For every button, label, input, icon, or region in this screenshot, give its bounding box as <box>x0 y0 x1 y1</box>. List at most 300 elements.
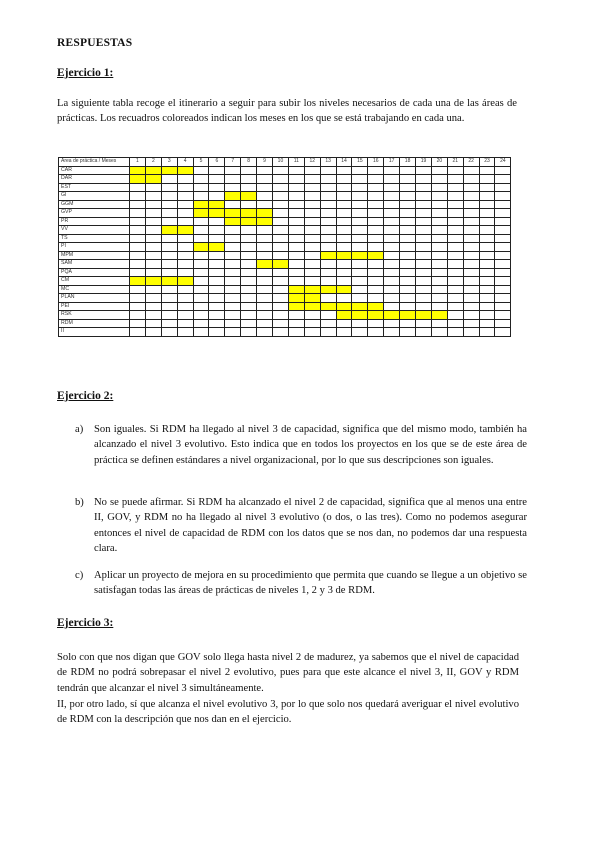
month-cell <box>193 302 209 311</box>
active-month-cell <box>416 311 432 320</box>
month-cell <box>320 268 336 277</box>
active-month-cell <box>209 200 225 209</box>
month-cell <box>495 268 511 277</box>
answer-text: No se puede afirmar. Si RDM ha alcanzado el nivel 2 de capacidad, significa que al menos una entre II, GOV, y RDM no ha llegado al nivel 3 evolutivo (o dos, o las tres). Como no podemos asegurar entonces el nivel de capacidad de RDM con los datos que se nos dan, no podemos dar una respuesta clara. <box>94 497 527 555</box>
month-cell <box>400 328 416 337</box>
practice-area-name: PR <box>59 217 130 226</box>
month-header: 22 <box>463 158 479 167</box>
month-cell <box>336 166 352 175</box>
month-cell <box>304 251 320 260</box>
active-month-cell <box>241 217 257 226</box>
month-cell <box>479 319 495 328</box>
month-cell <box>447 166 463 175</box>
month-cell <box>130 251 146 260</box>
month-cell <box>336 260 352 269</box>
month-cell <box>352 243 368 252</box>
month-cell <box>288 319 304 328</box>
month-header: 2 <box>145 158 161 167</box>
practice-area-name: PLAN <box>59 294 130 303</box>
month-cell <box>400 183 416 192</box>
month-cell <box>384 183 400 192</box>
answer-text: Aplicar un proyecto de mejora en su procedimiento que permita que cuando se llegue a un objetivo se satisfagan todas las áreas de prácticas de niveles 1, 2 y 3 de RDM. <box>94 570 527 597</box>
month-cell <box>161 251 177 260</box>
month-cell <box>225 166 241 175</box>
active-month-cell <box>130 166 146 175</box>
active-month-cell <box>177 277 193 286</box>
month-cell <box>209 294 225 303</box>
month-cell <box>431 285 447 294</box>
month-cell <box>320 226 336 235</box>
month-cell <box>177 217 193 226</box>
exercise-3-heading: Ejercicio 3: <box>57 617 114 629</box>
month-cell <box>145 209 161 218</box>
month-cell <box>384 166 400 175</box>
month-cell <box>320 175 336 184</box>
month-cell <box>400 285 416 294</box>
month-cell <box>257 319 273 328</box>
month-header: 9 <box>257 158 273 167</box>
month-cell <box>368 234 384 243</box>
month-cell <box>431 277 447 286</box>
month-cell <box>193 268 209 277</box>
month-cell <box>225 268 241 277</box>
active-month-cell <box>288 294 304 303</box>
month-cell <box>431 209 447 218</box>
active-month-cell <box>336 285 352 294</box>
month-header: 11 <box>288 158 304 167</box>
table-row <box>59 166 511 175</box>
month-cell <box>193 319 209 328</box>
month-cell <box>495 200 511 209</box>
table-row <box>59 209 511 218</box>
month-cell <box>431 166 447 175</box>
month-cell <box>320 192 336 201</box>
month-cell <box>288 243 304 252</box>
month-cell <box>463 183 479 192</box>
exercise-1-heading: Ejercicio 1: <box>57 67 114 79</box>
month-cell <box>431 192 447 201</box>
month-cell <box>288 209 304 218</box>
month-cell <box>241 251 257 260</box>
active-month-cell <box>257 209 273 218</box>
month-cell <box>241 243 257 252</box>
month-header: 10 <box>273 158 289 167</box>
practice-area-name: MPM <box>59 251 130 260</box>
month-cell <box>447 268 463 277</box>
month-cell <box>495 251 511 260</box>
month-cell <box>495 192 511 201</box>
month-cell <box>400 251 416 260</box>
month-cell <box>177 251 193 260</box>
month-cell <box>257 183 273 192</box>
month-cell <box>416 285 432 294</box>
practice-area-name: DAR <box>59 175 130 184</box>
month-cell <box>384 285 400 294</box>
month-cell <box>209 328 225 337</box>
month-cell <box>257 285 273 294</box>
month-cell <box>161 268 177 277</box>
month-cell <box>257 277 273 286</box>
month-cell <box>368 328 384 337</box>
month-cell <box>368 175 384 184</box>
month-cell <box>320 328 336 337</box>
active-month-cell <box>400 311 416 320</box>
month-cell <box>368 166 384 175</box>
month-cell <box>352 260 368 269</box>
month-cell <box>193 166 209 175</box>
month-cell <box>352 268 368 277</box>
month-cell <box>193 328 209 337</box>
month-cell <box>241 260 257 269</box>
month-cell <box>352 226 368 235</box>
month-cell <box>416 302 432 311</box>
month-cell <box>177 192 193 201</box>
month-cell <box>257 192 273 201</box>
month-cell <box>288 311 304 320</box>
month-cell <box>336 209 352 218</box>
practice-area-name: EST <box>59 183 130 192</box>
answer-label: b) <box>75 497 84 508</box>
month-cell <box>161 209 177 218</box>
month-cell <box>225 294 241 303</box>
itinerary-table <box>58 157 511 337</box>
month-cell <box>368 183 384 192</box>
month-cell <box>368 285 384 294</box>
month-cell <box>479 294 495 303</box>
active-month-cell <box>304 302 320 311</box>
month-header: 18 <box>400 158 416 167</box>
table-row <box>59 251 511 260</box>
month-cell <box>431 328 447 337</box>
month-cell <box>495 226 511 235</box>
answer-label: a) <box>75 424 84 435</box>
month-cell <box>431 183 447 192</box>
month-cell <box>288 260 304 269</box>
month-cell <box>130 183 146 192</box>
month-cell <box>431 175 447 184</box>
month-cell <box>145 302 161 311</box>
month-cell <box>336 268 352 277</box>
month-cell <box>257 200 273 209</box>
month-cell <box>416 200 432 209</box>
month-cell <box>225 183 241 192</box>
month-cell <box>145 285 161 294</box>
month-cell <box>400 302 416 311</box>
month-cell <box>320 260 336 269</box>
month-cell <box>241 183 257 192</box>
month-cell <box>352 294 368 303</box>
month-cell <box>320 294 336 303</box>
month-cell <box>161 200 177 209</box>
month-cell <box>368 268 384 277</box>
month-cell <box>368 217 384 226</box>
active-month-cell <box>145 175 161 184</box>
month-cell <box>288 200 304 209</box>
page-title: RESPUESTAS <box>57 37 133 49</box>
active-month-cell <box>368 251 384 260</box>
active-month-cell <box>257 217 273 226</box>
month-cell <box>273 328 289 337</box>
month-cell <box>177 328 193 337</box>
month-cell <box>130 328 146 337</box>
month-cell <box>384 268 400 277</box>
month-cell <box>400 192 416 201</box>
month-cell <box>463 294 479 303</box>
month-cell <box>225 311 241 320</box>
month-cell <box>368 277 384 286</box>
month-cell <box>273 268 289 277</box>
active-month-cell <box>304 285 320 294</box>
month-cell <box>320 234 336 243</box>
month-cell <box>431 243 447 252</box>
month-cell <box>209 183 225 192</box>
month-cell <box>241 328 257 337</box>
month-cell <box>161 234 177 243</box>
month-cell <box>336 277 352 286</box>
month-cell <box>400 277 416 286</box>
month-header: 21 <box>447 158 463 167</box>
answer-item-c <box>57 568 527 599</box>
active-month-cell <box>225 192 241 201</box>
month-cell <box>463 175 479 184</box>
month-cell <box>161 311 177 320</box>
month-cell <box>273 166 289 175</box>
month-cell <box>161 192 177 201</box>
month-cell <box>320 319 336 328</box>
month-cell <box>336 175 352 184</box>
month-cell <box>479 311 495 320</box>
month-cell <box>288 192 304 201</box>
month-cell <box>416 294 432 303</box>
answer-item-b <box>57 495 527 557</box>
month-cell <box>304 234 320 243</box>
month-cell <box>352 217 368 226</box>
month-cell <box>479 209 495 218</box>
month-cell <box>273 175 289 184</box>
month-cell <box>288 251 304 260</box>
table-header-row <box>59 158 511 167</box>
month-cell <box>320 183 336 192</box>
month-cell <box>320 217 336 226</box>
month-cell <box>447 251 463 260</box>
month-cell <box>130 200 146 209</box>
month-header: 16 <box>368 158 384 167</box>
month-cell <box>479 251 495 260</box>
month-cell <box>209 311 225 320</box>
month-cell <box>463 226 479 235</box>
month-cell <box>479 234 495 243</box>
month-cell <box>209 192 225 201</box>
practice-area-name: RDM <box>59 319 130 328</box>
month-cell <box>447 285 463 294</box>
month-cell <box>177 319 193 328</box>
month-cell <box>177 268 193 277</box>
month-cell <box>463 311 479 320</box>
month-cell <box>400 226 416 235</box>
month-cell <box>257 243 273 252</box>
practice-area-name: PEI <box>59 302 130 311</box>
month-cell <box>463 277 479 286</box>
month-cell <box>416 328 432 337</box>
month-cell <box>225 251 241 260</box>
month-cell <box>257 175 273 184</box>
month-cell <box>463 251 479 260</box>
month-header: 20 <box>431 158 447 167</box>
month-cell <box>145 251 161 260</box>
month-cell <box>209 268 225 277</box>
month-cell <box>463 268 479 277</box>
active-month-cell <box>320 285 336 294</box>
month-header: 1 <box>130 158 146 167</box>
month-cell <box>352 200 368 209</box>
exercise-3-paragraph-2: II, por otro lado, sí que alcanza el nivel evolutivo 3, por lo que solo nos quedará averiguar el nivel evolutivo de RDM con la descripción que nos dan en el ejercicio. <box>57 699 519 726</box>
month-cell <box>273 311 289 320</box>
month-cell <box>193 183 209 192</box>
month-cell <box>431 319 447 328</box>
month-cell <box>384 175 400 184</box>
month-cell <box>225 319 241 328</box>
month-cell <box>145 260 161 269</box>
month-cell <box>177 243 193 252</box>
month-cell <box>145 294 161 303</box>
month-cell <box>384 319 400 328</box>
practice-area-name: MC <box>59 285 130 294</box>
month-cell <box>416 243 432 252</box>
month-cell <box>145 328 161 337</box>
month-cell <box>209 277 225 286</box>
practice-area-name: CAR <box>59 166 130 175</box>
month-cell <box>209 234 225 243</box>
month-cell <box>431 251 447 260</box>
month-cell <box>495 285 511 294</box>
month-cell <box>479 285 495 294</box>
month-header: 13 <box>320 158 336 167</box>
month-cell <box>288 217 304 226</box>
month-cell <box>241 302 257 311</box>
month-cell <box>447 328 463 337</box>
month-cell <box>320 243 336 252</box>
month-cell <box>193 285 209 294</box>
table-row <box>59 175 511 184</box>
active-month-cell <box>209 209 225 218</box>
month-cell <box>463 260 479 269</box>
month-cell <box>400 234 416 243</box>
month-cell <box>161 217 177 226</box>
month-cell <box>320 277 336 286</box>
table-row <box>59 226 511 235</box>
month-cell <box>495 243 511 252</box>
month-cell <box>177 294 193 303</box>
month-cell <box>257 166 273 175</box>
month-cell <box>384 328 400 337</box>
month-cell <box>320 166 336 175</box>
month-cell <box>273 217 289 226</box>
month-cell <box>241 234 257 243</box>
month-cell <box>479 260 495 269</box>
active-month-cell <box>145 166 161 175</box>
month-cell <box>352 209 368 218</box>
month-cell <box>336 226 352 235</box>
month-cell <box>288 277 304 286</box>
month-cell <box>273 302 289 311</box>
month-cell <box>273 243 289 252</box>
month-cell <box>304 166 320 175</box>
month-cell <box>225 260 241 269</box>
month-cell <box>495 183 511 192</box>
month-cell <box>145 243 161 252</box>
month-cell <box>130 234 146 243</box>
month-cell <box>161 294 177 303</box>
month-cell <box>352 277 368 286</box>
month-cell <box>130 260 146 269</box>
month-cell <box>431 200 447 209</box>
active-month-cell <box>145 277 161 286</box>
month-cell <box>304 328 320 337</box>
month-header: 15 <box>352 158 368 167</box>
month-cell <box>400 175 416 184</box>
table-row <box>59 311 511 320</box>
month-cell <box>447 260 463 269</box>
month-cell <box>463 166 479 175</box>
month-cell <box>400 217 416 226</box>
month-cell <box>257 302 273 311</box>
month-cell <box>130 285 146 294</box>
month-cell <box>416 192 432 201</box>
month-cell <box>257 268 273 277</box>
month-cell <box>273 285 289 294</box>
month-cell <box>209 285 225 294</box>
practice-area-name: PQA <box>59 268 130 277</box>
month-cell <box>273 294 289 303</box>
month-cell <box>304 183 320 192</box>
month-cell <box>273 200 289 209</box>
active-month-cell <box>161 226 177 235</box>
month-cell <box>273 251 289 260</box>
month-cell <box>416 260 432 269</box>
month-cell <box>384 251 400 260</box>
month-cell <box>241 277 257 286</box>
month-cell <box>431 217 447 226</box>
month-cell <box>304 226 320 235</box>
answer-item-a <box>57 422 527 468</box>
practice-area-name: GGM <box>59 200 130 209</box>
month-cell <box>495 234 511 243</box>
month-cell <box>145 217 161 226</box>
month-cell <box>304 192 320 201</box>
month-cell <box>336 183 352 192</box>
active-month-cell <box>241 192 257 201</box>
month-cell <box>495 166 511 175</box>
month-cell <box>161 302 177 311</box>
month-cell <box>177 209 193 218</box>
month-cell <box>431 260 447 269</box>
month-cell <box>288 328 304 337</box>
active-month-cell <box>336 251 352 260</box>
active-month-cell <box>193 200 209 209</box>
month-cell <box>225 234 241 243</box>
practice-area-name: II <box>59 328 130 337</box>
month-cell <box>241 319 257 328</box>
month-cell <box>479 175 495 184</box>
month-cell <box>495 217 511 226</box>
month-cell <box>257 294 273 303</box>
month-cell <box>400 243 416 252</box>
active-month-cell <box>352 302 368 311</box>
table-row <box>59 294 511 303</box>
month-cell <box>431 226 447 235</box>
month-cell <box>257 234 273 243</box>
month-cell <box>384 243 400 252</box>
